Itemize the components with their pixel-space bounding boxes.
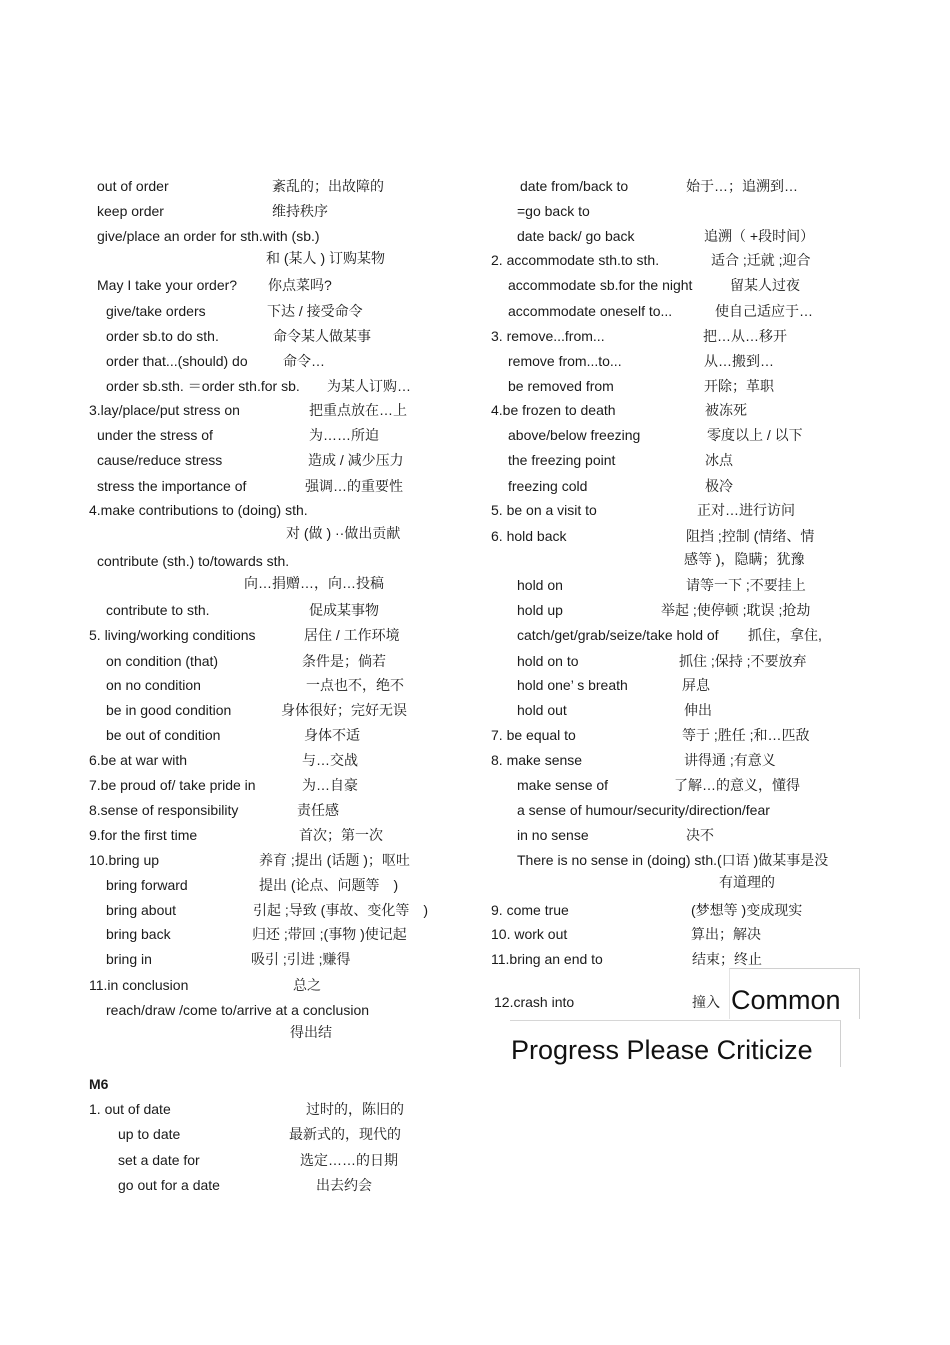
phrase-en: 3. remove...from... [491,328,605,344]
phrase-zh: 零度以上 / 以下 [707,427,803,443]
phrase-zh: 追溯（ +段时间） [704,228,815,244]
phrase-zh: 吸引 ;引进 ;赚得 [251,951,351,967]
phrase-zh: 命令… [283,353,325,369]
phrase-en: date from/back to [520,178,629,194]
phrase-zh: 把…从…移开 [703,328,787,344]
phrase-en: under the stress of [97,427,213,443]
phrase-en: hold out [517,702,567,718]
phrase-zh: 总之 [293,977,321,993]
phrase-zh: 了解…的意义，懂得 [674,777,800,793]
phrase-zh: 与…交战 [302,752,358,768]
phrase-zh: 条件是；倘若 [302,653,386,669]
phrase-zh: 提出 (论点、问题等 ) [259,877,399,893]
phrase-zh: 促成某事物 [309,602,379,618]
phrase-zh: 选定……的日期 [300,1152,398,1168]
phrase-zh: 下达 / 接受命令 [267,303,363,319]
phrase-en: order sb.to do sth. [106,328,219,344]
phrase-en: on condition (that) [106,653,219,669]
phrase-zh: 屏息 [682,677,710,693]
phrase-zh: 你点菜吗? [268,277,332,293]
phrase-en: cause/reduce stress [97,452,223,468]
phrase-zh: 伸出 [684,702,712,718]
phrase-en: a sense of humour/security/direction/fear [517,802,770,818]
phrase-zh: (梦想等 )变成现实 [691,902,803,918]
phrase-en: freezing cold [508,478,588,494]
phrase-zh: 过时的，陈旧的 [306,1101,404,1117]
phrase-en: order sb.sth. ＝order sth.for sb. [106,378,300,394]
phrase-zh: 首次；第一次 [299,827,383,843]
phrase-en: remove from...to... [508,353,622,369]
phrase-en: hold on to [517,653,579,669]
phrase-zh: 紊乱的；出故障的 [272,178,384,194]
phrase-zh: 决不 [686,827,714,843]
phrase-zh: 开除；革职 [704,378,774,394]
phrase-zh: 请等一下 ;不要挂上 [686,577,806,593]
phrase-en: out of order [97,178,169,194]
phrase-en: 5. be on a visit to [491,502,597,518]
phrase-zh: 最新式的，现代的 [289,1126,401,1142]
phrase-en: There is no sense in (doing) sth.(口语 )做某事是没 [517,852,829,868]
phrase-en: 10. work out [491,926,568,942]
phrase-zh: 被冻死 [705,402,747,418]
phrase-zh: 抓住，拿住, [748,627,822,643]
phrase-en: 7.be proud of/ take pride in [89,777,256,793]
phrase-zh: 有道理的 [719,874,775,890]
phrase-zh: 等于 ;胜任 ;和…匹敌 [682,727,810,743]
phrase-zh: 养育 ;提出 (话题 )；呕吐 [259,852,410,868]
phrase-en: May I take your order? [97,277,238,293]
phrase-en: in no sense [517,827,589,843]
phrase-en: bring about [106,902,177,918]
section-heading: M6 [89,1076,109,1092]
phrase-zh: 一点也不，绝不 [306,677,404,693]
phrase-en: 10.bring up [89,852,160,868]
phrase-zh: 居住 / 工作环境 [304,627,400,643]
phrase-en: 12.crash into [494,994,575,1010]
phrase-zh: 算出；解决 [691,926,761,942]
phrase-zh: 为某人订购… [327,378,411,394]
phrase-en: go out for a date [118,1177,220,1193]
phrase-zh: 向…捐赠…，向…投稿 [244,575,384,591]
phrase-zh: 从…搬到… [704,353,774,369]
phrase-en: 8. make sense [491,752,583,768]
phrase-zh: 正对…进行访问 [697,502,795,518]
phrase-en: bring back [106,926,171,942]
phrase-en: the freezing point [508,452,616,468]
phrase-en: make sense of [517,777,609,793]
phrase-zh: 为……所迫 [309,427,379,443]
phrase-en: 4.be frozen to death [491,402,616,418]
phrase-zh: 结束；终止 [692,951,762,967]
phrase-en: 5. living/working conditions [89,627,256,643]
phrase-zh: 阻挡 ;控制 (情绪、情 [686,528,815,544]
phrase-en: be out of condition [106,727,221,743]
phrase-en: above/below freezing [508,427,641,443]
phrase-en: hold one’ s breath [517,677,628,693]
phrase-en: 4.make contributions to (doing) sth. [89,502,308,518]
phrase-zh: 造成 / 减少压力 [308,452,404,468]
phrase-zh: 命令某人做某事 [273,328,371,344]
phrase-zh: 强调…的重要性 [305,478,403,494]
phrase-en: 11.bring an end to [491,951,603,967]
phrase-en: 9.for the first time [89,827,198,843]
phrase-en: stress the importance of [97,478,247,494]
phrase-zh: 得出结 [290,1024,332,1040]
phrase-zh: 和 (某人 ) 订购某物 [266,250,385,266]
phrase-zh: 为…自豪 [302,777,358,793]
phrase-en: keep order [97,203,164,219]
phrase-en: 3.lay/place/put stress on [89,402,240,418]
phrase-zh: 归还 ;带回 ;(事物 )使记起 [252,926,407,942]
phrase-en: hold up [517,602,563,618]
phrase-en: 2. accommodate sth.to sth. [491,252,660,268]
phrase-zh: 出去约会 [316,1177,372,1193]
phrase-zh: 引起 ;导致 (事故、变化等 ) [253,902,428,918]
phrase-zh: 讲得通 ;有意义 [684,752,776,768]
phrase-en: 7. be equal to [491,727,576,743]
phrase-en: be removed from [508,378,614,394]
phrase-en: 9. come true [491,902,569,918]
phrase-zh: 维持秩序 [272,203,328,219]
phrase-en: accommodate oneself to... [508,303,673,319]
phrase-zh: 感等 )，隐瞒；犹豫 [684,551,805,567]
phrase-zh: 极冷 [705,478,733,494]
phrase-en: 6. hold back [491,528,567,544]
phrase-zh: 适合 ;迁就 ;迎合 [711,252,811,268]
phrase-zh: 举起 ;使停顿 ;耽误 ;抢劫 [661,602,811,618]
phrase-zh: 留某人过夜 [730,277,800,293]
phrase-zh: 对 (做 ) ··做出贡献 [286,525,401,541]
phrase-zh: 撞入 [692,994,720,1010]
phrase-en: =go back to [517,203,590,219]
phrase-en: catch/get/grab/seize/take hold of [517,627,719,643]
overlay-progress-text: Progress Please Criticize [511,1035,813,1065]
phrase-zh: 责任感 [297,802,339,818]
phrase-en: 6.be at war with [89,752,188,768]
phrase-en: bring in [106,951,152,967]
phrase-en: up to date [118,1126,181,1142]
phrase-en: be in good condition [106,702,232,718]
phrase-zh: 抓住 ;保持 ;不要放弃 [679,653,807,669]
phrase-en: give/place an order for sth.with (sb.) [97,228,320,244]
phrase-en: date back/ go back [517,228,635,244]
phrase-en: bring forward [106,877,188,893]
phrase-en: 11.in conclusion [89,977,189,993]
phrase-en: accommodate sb.for the night [508,277,693,293]
overlay-common-text: Common [731,985,841,1015]
phrase-zh: 身体很好；完好无误 [281,702,407,718]
phrase-zh: 使自己适应于… [715,303,813,319]
phrase-en: hold on [517,577,563,593]
phrase-en: reach/draw /come to/arrive at a conclusion [106,1002,370,1018]
phrase-en: 1. out of date [89,1101,171,1117]
phrase-en: contribute (sth.) to/towards sth. [97,553,290,569]
phrase-en: on no condition [106,677,201,693]
phrase-zh: 冰点 [705,452,733,468]
phrase-en: contribute to sth. [106,602,210,618]
phrase-en: order that...(should) do [106,353,248,369]
phrase-en: give/take orders [106,303,206,319]
phrase-zh: 始于…；追溯到… [686,178,798,194]
phrase-en: 8.sense of responsibility [89,802,239,818]
phrase-en: set a date for [118,1152,200,1168]
phrase-zh: 把重点放在…上 [309,402,407,418]
phrase-zh: 身体不适 [304,727,360,743]
